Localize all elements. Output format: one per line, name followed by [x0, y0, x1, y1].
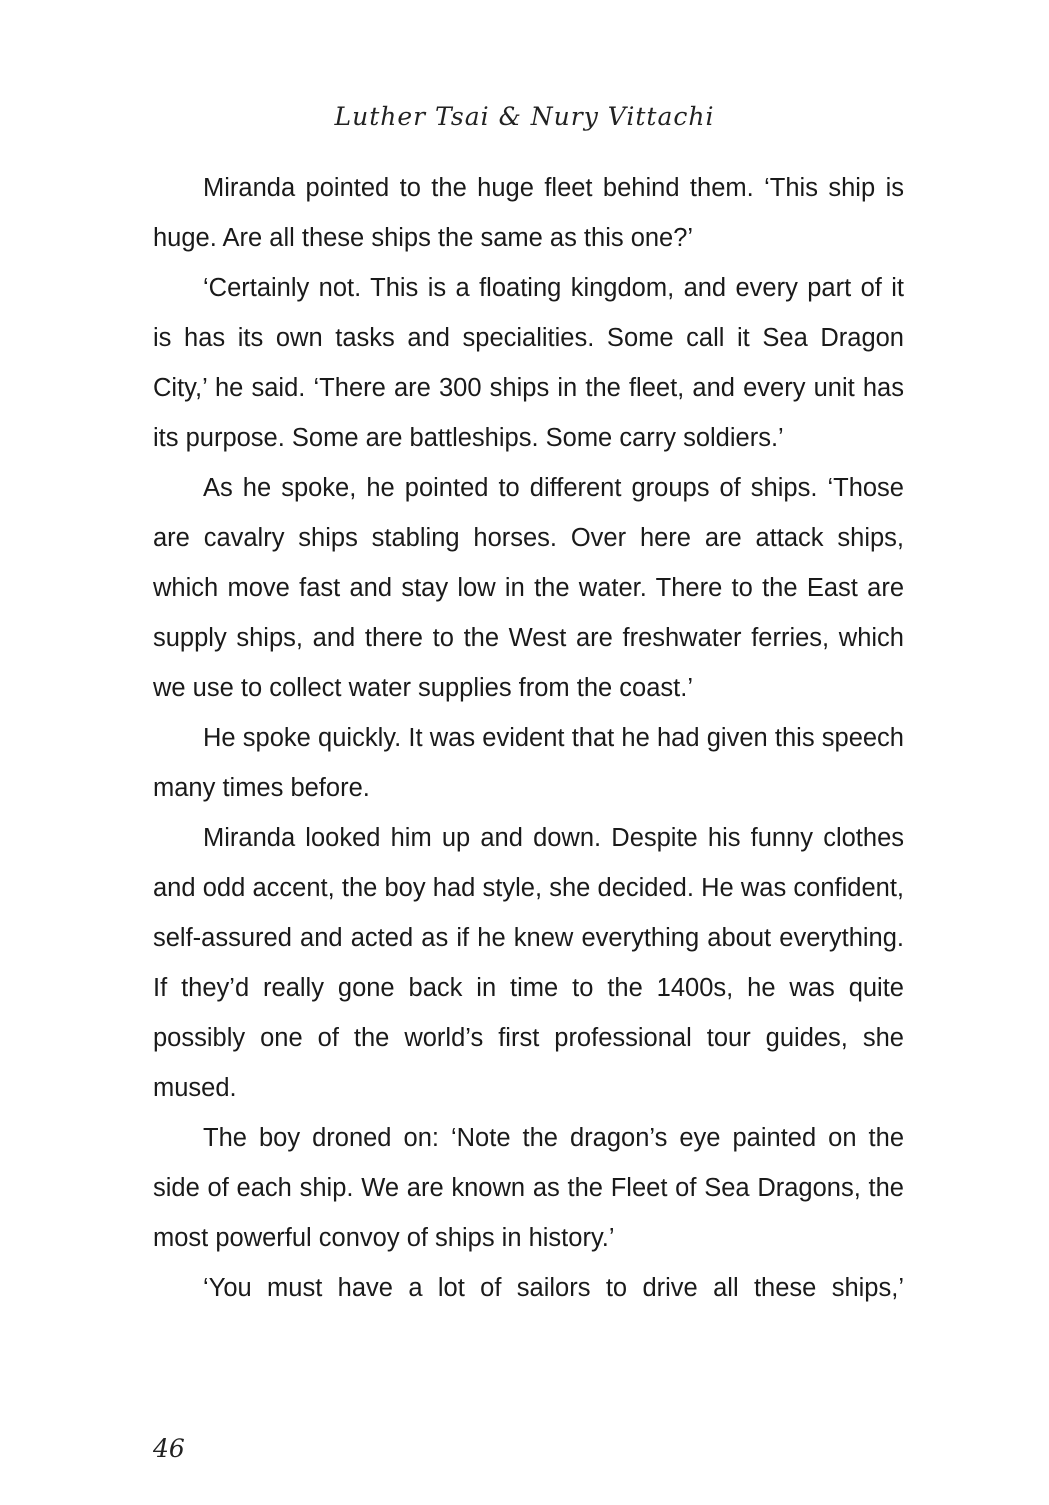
paragraph: Miranda looked him up and down. Despite his funny clothes and odd accent, the boy had style, she decided. He was confident, self-assured and acted as if he knew everything about everything. If they’d really gone back in time to the 1400s, he was quite possibly one of the world’s first professional tour guides, she mused.	[153, 824, 904, 1102]
paragraph: As he spoke, he pointed to different groups of ships. ‘Those are cavalry ships stabling horses. Over here are attack ships, which move fast and stay low in the water. There to the East are supply ships, and there to the West are freshwater ferries, which we use to collect water supplies from the coast.’	[153, 474, 904, 702]
paragraph: The boy droned on: ‘Note the dragon’s eye painted on the side of each ship. We are known as the Fleet of Sea Dragons, the most powerful convoy of ships in history.’	[153, 1124, 904, 1252]
paragraph: He spoke quickly. It was evident that he had given this speech many times before.	[153, 724, 904, 802]
paragraph: ‘You must have a lot of sailors to drive all these ships,’	[203, 1274, 904, 1302]
body-text	[153, 163, 904, 1313]
running-head: Luther Tsai & Nury Vittachi	[334, 102, 715, 131]
page-number: 46	[153, 1434, 185, 1463]
paragraph: Miranda pointed to the huge fleet behind them. ‘This ship is huge. Are all these ships the same as this one?’	[153, 174, 904, 252]
paragraph: ‘Certainly not. This is a floating kingdom, and every part of it is has its own tasks and specialities. Some call it Sea Dragon City,’ he said. ‘There are 300 ships in the fleet, and every unit has its purpose. Some are battleships. Some carry soldiers.’	[153, 274, 904, 452]
